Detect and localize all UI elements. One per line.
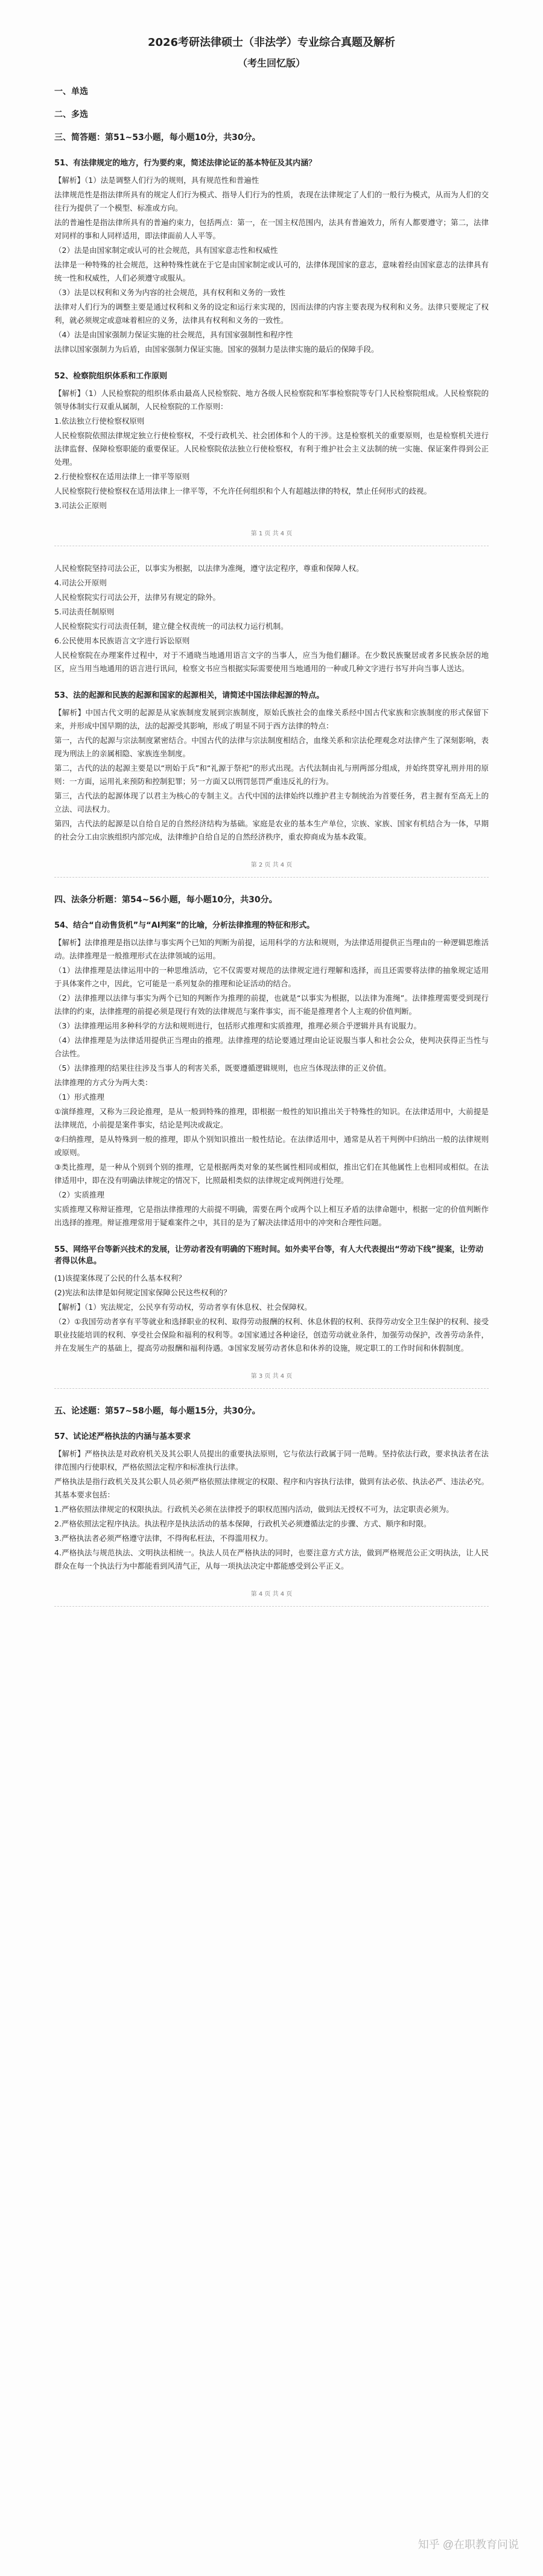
paragraph: （2）法律推理以法律与事实为两个已知的判断作为推理的前提，也就是“以事实为根据，以法律为准绳”。法律推理需要受到现行法律的约束，法律推理的前提必须是现行有效的法律规范与案件事实，而不能是推理者个人主观的价值判断。 (54, 993, 489, 1016)
paragraph: 2.严格依照法定程序执法。执法程序是执法活动的基本保障，行政机关必须遵循法定的步骤、方式、顺序和时限。 (54, 1519, 431, 1528)
page-footer-4: 第 4 页 共 4 页 (54, 1589, 489, 1607)
paragraph: 人民检察院实行司法公开，法律另有规定的除外。 (54, 593, 221, 602)
paragraph: （3）法是以权利和义务为内容的社会规范，具有权利和义务的一致性 (54, 288, 285, 297)
paragraph: （2）①我国劳动者享有平等就业和选择职业的权利、取得劳动报酬的权利、休息休假的权利、获得劳动安全卫生保护的权利、接受职业技能培训的权利、享受社会保险和福利的权利等。②国家通过各种途径，创造劳动就业条件，加强劳动保护，改善劳动条件，并在发展生产的基础上，提高劳动报酬和福利待遇。③国家发展劳动者休息和休养的设施，规定职工的工作时间和休假制度。 (54, 1317, 489, 1353)
page-footer-2: 第 2 页 共 4 页 (54, 859, 489, 878)
paragraph: 【解析】（1）人民检察院的组织体系由最高人民检察院、地方各级人民检察院和军事检察院等专门人民检察院组成。人民检察院的领导体制实行双重从属制，人民检察院的工作原则： (54, 389, 489, 411)
paragraph: 【解析】法律推理是指以法律与事实两个已知的判断为前提，运用科学的方法和规则，为法律适用提供正当理由的一种逻辑思维活动。法律推理是一般推理形式在法律领域的运用。 (54, 938, 489, 960)
paragraph: 【解析】（1）法是调整人们行为的规则，具有规范性和普遍性 (54, 176, 259, 185)
page-subtitle: （考生回忆版） (237, 57, 305, 69)
paragraph: （1）形式推理 (54, 1092, 104, 1101)
paragraph: (1)该提案体现了公民的什么基本权利？ (54, 1274, 186, 1283)
paragraph: 人民检察院坚持司法公正，以事实为根据，以法律为准绳，遵守法定程序，尊重和保障人权。 (54, 564, 364, 573)
answer-57 (54, 1447, 489, 1573)
paragraph: 【解析】（1）宪法规定，公民享有劳动权，劳动者享有休息权、社会保障权。 (54, 1302, 312, 1312)
answer-52 (54, 387, 489, 512)
page-footer-1: 第 1 页 共 4 页 (54, 528, 489, 546)
paragraph: 实质推理又称辩证推理，它是指法律推理的大前提不明确，需要在两个或两个以上相互矛盾的法律命题中，根据一定的价值判断作出选择的推理。辩证推理常用于疑难案件之中，其目的是为了解决法律适用中的冲突和合理性问题。 (54, 1205, 489, 1227)
section-heading-statute-analysis: 四、法条分析题：第54~56小题，每小题10分，共30分。 (54, 895, 278, 905)
paragraph: ③类比推理，是一种从个别到个别的推理，它是根据两类对象的某些属性相同或相似，推出它们在其他属性上也相同或相似。在法律适用中，即在没有明确法律规定的情况下，比照最相类似的法律规定或判例进行处理。 (54, 1162, 489, 1185)
paragraph: 3.严格执法者必须严格遵守法律，不得徇私枉法，不得滥用权力。 (54, 1534, 273, 1543)
question-52: 52、检察院组织体系和工作原则 (54, 372, 168, 381)
question-54: 54、结合“自动售货机”与“AI判案”的比喻，分析法律推理的特征和形式。 (54, 921, 315, 930)
section-heading-short-answer: 三、简答题：第51~53小题，每小题10分，共30分。 (54, 133, 261, 142)
paragraph: 4.司法公开原则 (54, 578, 107, 587)
paragraph: 人民检察院实行司法责任制，建立健全权责统一的司法权力运行机制。 (54, 622, 288, 631)
paragraph: 人民检察院行使检察权在适用法律上一律平等，不允许任何组织和个人有超越法律的特权，禁止任何形式的歧视。 (54, 486, 432, 496)
paragraph: 2.行使检察权在适用法律上一律平等原则 (54, 472, 190, 481)
paragraph: （3）法律推理运用多种科学的方法和规则进行，包括形式推理和实质推理，推理必须合乎逻辑并具有说服力。 (54, 1021, 421, 1030)
paragraph: （4）法律推理是为法律适用提供正当理由的推理。法律推理的结论要通过理由论证说服当事人和社会公众，使判决获得正当性与合法性。 (54, 1036, 489, 1058)
question-51: 51、有法律规定的地方，行为要约束，简述法律论证的基本特征及其内涵？ (54, 159, 317, 168)
paragraph: 第二，古代的法的起源主要是以“刑始于兵”和“礼源于祭祀”的形式出现。古代法制由礼与刑两部分组成，并始终贯穿礼刑并用的原则：一方面，运用礼来预防和控制犯罪；另一方面又以刑罚惩罚严重违反礼的行为。 (54, 764, 489, 786)
answer-54 (54, 936, 489, 1229)
paragraph: 法律规范性是指法律所具有的规定人们行为模式、指导人们行为的性质，表现在法律规定了人们的一般行为模式，从而为人们的交往行为提供了一个模型、标准或方向。 (54, 190, 489, 212)
answer-51 (54, 174, 489, 356)
question-55: 55、网络平台等新兴技术的发展，让劳动者没有明确的下班时间。如外卖平台等，有人大代表提出“劳动下线”提案，让劳动者得以休息。 (54, 1245, 484, 1266)
paragraph: 3.司法公正原则 (54, 501, 107, 510)
paragraph: （5）法律推理的结果往往涉及当事人的利害关系，既要遵循逻辑规则，也应当体现法律的正义价值。 (54, 1063, 391, 1073)
answer-53 (54, 706, 489, 844)
section-heading-single-choice: 一、单选 (54, 87, 88, 97)
paragraph: 法的普遍性是指法律所具有的普遍约束力，包括两点：第一，在一国主权范围内，法具有普遍效力，所有人都要遵守；第二，法律对同样的事和人同样适用，即法律面前人人平等。 (54, 218, 489, 240)
paragraph: 严格执法是指行政机关及其公职人员必须严格依照法律规定的权限、程序和内容执行法律，做到有法必依、执法必严、违法必究。其基本要求包括： (54, 1477, 489, 1499)
paragraph: 【解析】严格执法是对政府机关及其公职人员提出的重要执法原则，它与依法行政属于同一范畴。坚持依法行政，要求执法者在法律范围内行使职权，严格依照法定程序和标准执行法律。 (54, 1449, 489, 1471)
page-title: 2026考研法律硕士（非法学）专业综合真题及解析 (147, 36, 396, 49)
paragraph: 6.公民使用本民族语言文字进行诉讼原则 (54, 636, 190, 645)
paragraph: 人民检察院依照法律规定独立行使检察权，不受行政机关、社会团体和个人的干涉。这是检察机关的重要原则，也是检察机关进行法律监督、保障检察职能的重要保证。人民检察院依法独立行使检察权，有利于维护社会主义法制的统一实施、保证案件得到公正处理。 (54, 431, 489, 467)
zhihu-watermark: 知乎 @在职教育问说 (418, 2539, 519, 2551)
paragraph: 人民检察院在办理案件过程中，对于不通晓当地通用语言文字的当事人，应当为他们翻译。在少数民族聚居或者多民族杂居的地区，应当用当地通用的语言进行讯问，检察文书应当根据实际需要使用当地通用的一种或几种文字进行书写并向当事人送达。 (54, 651, 489, 673)
answer-55 (54, 1272, 489, 1355)
paragraph: 第一，古代的起源与宗法制度紧密结合。中国古代的法律与宗法制度相结合，血缘关系和宗法伦理观念对法律产生了深刻影响，表现为刑法上的亲属相隐、家族连坐制度。 (54, 736, 489, 758)
paragraph: ①演绎推理，又称为三段论推理，是从一般到特殊的推理，即根据一般性的知识推出关于特殊性的知识。在法律适用中，大前提是法律规范，小前提是案件事实，结论是判决或裁定。 (54, 1107, 489, 1129)
section-heading-essay: 五、论述题：第57~58小题，每小题15分，共30分。 (54, 1406, 261, 1416)
section-heading-multi-choice: 二、多选 (54, 110, 88, 120)
paragraph: 法律是一种特殊的社会规范，这种特殊性就在于它是由国家制定或认可的，法律体现国家的意志，意味着经由国家意志的法律具有统一性和权威性，人们必须遵守或服从。 (54, 260, 489, 282)
answer-52-continued (54, 562, 489, 675)
paragraph: 第四，古代法的起源是以自给自足的自然经济结构为基础。家庭是农业的基本生产单位，宗族、家族、国家有机结合为一体，早期的社会分工由宗族组织内部完成，法律维护自给自足的自然经济秩序，重农抑商成为基本政策。 (54, 819, 489, 841)
paragraph: （2）实质推理 (54, 1190, 104, 1199)
paragraph: 法律推理的方式分为两大类： (54, 1078, 153, 1087)
paragraph: 1.严格依照法律规定的权限执法。行政机关必须在法律授予的职权范围内活动，做到法无授权不可为，法定职责必须为。 (54, 1505, 454, 1514)
paragraph: (2)宪法和法律是如何规定国家保障公民这些权利的？ (54, 1288, 231, 1297)
question-57: 57、试论述严格执法的内涵与基本要求 (54, 1432, 191, 1441)
paragraph: ②归纳推理，是从特殊到一般的推理，即从个别知识推出一般性结论。在法律适用中，通常是从若干判例中归纳出一般的法律规则或原则。 (54, 1135, 489, 1157)
paragraph: 第三，古代法的起源体现了以君主为核心的专制主义。古代中国的法律始终以维护君主专制统治为首要任务，君主握有至高无上的立法、司法权力。 (54, 791, 489, 814)
page-footer-3: 第 3 页 共 4 页 (54, 1371, 489, 1389)
paragraph: 1.依法独立行使检察权原则 (54, 416, 145, 426)
paragraph: 4.严格执法与规范执法、文明执法相统一。执法人员在严格执法的同时，也要注意方式方法，做到严格规范公正文明执法，让人民群众在每一个执法行为中都能看到风清气正，从每一项执法决定中都能感受到公平正义。 (54, 1548, 489, 1570)
paragraph: （1）法律推理是法律运用中的一种思维活动，它不仅需要对规范的法律规定进行理解和选择，而且还需要将法律的抽象规定适用于具体案件之中，因此，它可能是一系列复杂的推理和论证活动的结合。 (54, 966, 489, 988)
paragraph: 法律以国家强制力为后盾，由国家强制力保证实施。国家的强制力是法律实施的最后的保障手段。 (54, 345, 379, 354)
paragraph: 【解析】中国古代文明的起源是从家族制度发展到宗族制度，原始氏族社会的血缘关系经中国古代家族和宗族制度的形式保留下来，并形成中国早期的法，法的起源受其影响，形成了明显不同于西方法律的特点： (54, 708, 489, 730)
question-53: 53、法的起源和民族的起源和国家的起源相关，请简述中国法律起源的特点。 (54, 691, 325, 700)
paragraph: （4）法是由国家强制力保证实施的社会规范，具有国家强制性和程序性 (54, 330, 293, 339)
paragraph: 5.司法责任制原则 (54, 607, 115, 616)
paragraph: 法律对人们行为的调整主要是通过权利和义务的设定和运行来实现的，因而法律的内容主要表现为权利和义务。法律只要规定了权利，就必须规定或意味着相应的义务，法律具有权利和义务的一致性。 (54, 302, 489, 325)
paragraph: （2）法是由国家制定或认可的社会规范，具有国家意志性和权威性 (54, 246, 278, 255)
